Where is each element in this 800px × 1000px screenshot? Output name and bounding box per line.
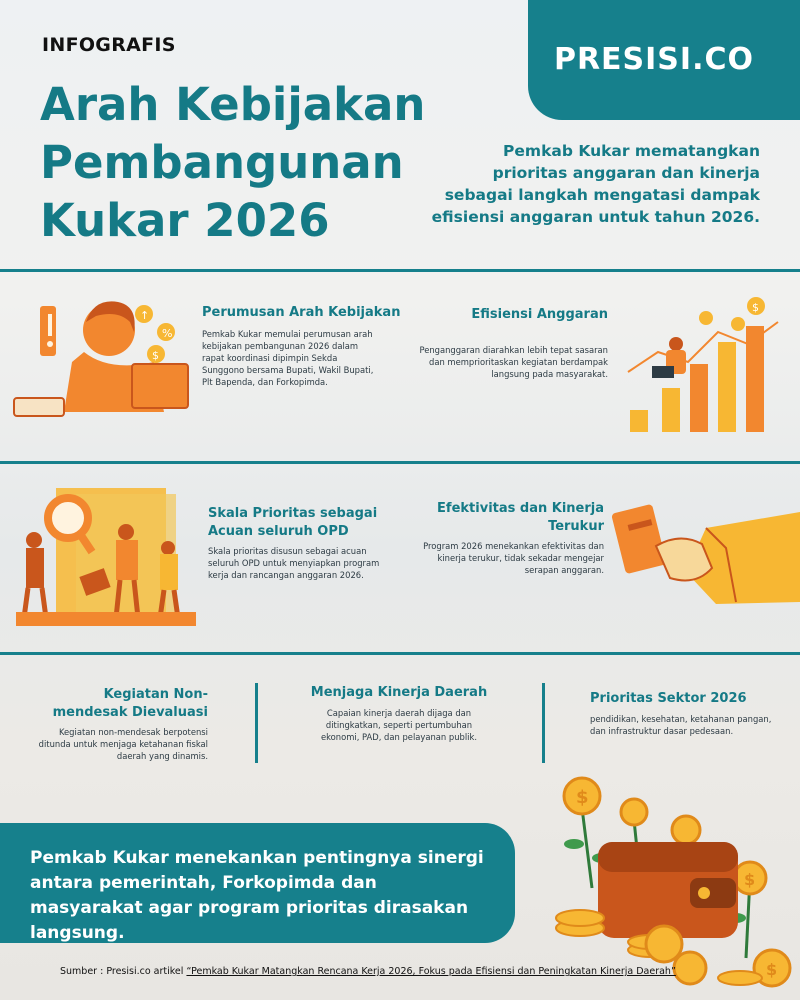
section-heading-non-mendesak: Kegiatan Non-mendesak Dievaluasi [52, 687, 208, 720]
section-heading-skala-prioritas: Skala Prioritas sebagai Acuan seluruh OPD [208, 506, 378, 539]
vertical-divider-1 [255, 683, 258, 763]
section-body-prioritas-sektor: pendidikan, kesehatan, ketahanan pangan, dan infrastruktur dasar pedesaan. [590, 714, 772, 736]
section-body-perumusan: Pemkab Kukar memulai perumusan arah kebijakan pembangunan 2026 dalam rapat koordinasi dipimpin Sekda Sunggono bersama Bupati, Wakil Bupati, Plt Bapenda, dan Forkopimda. [202, 329, 374, 387]
source-article-link[interactable]: “Pemkab Kukar Matangkan Rencana Kerja 2026, Fokus pada Efisiensi dan Peningkatan Kinerja Daerah” [186, 966, 676, 977]
section-body-skala-prioritas: Skala prioritas disusun sebagai acuan seluruh OPD untuk menyiapkan program kerja dan rancangan anggaran 2026. [208, 546, 380, 580]
divider-3 [0, 652, 800, 655]
svg-text:$: $ [752, 301, 759, 314]
svg-text:↑: ↑ [140, 309, 150, 322]
svg-text:%: % [162, 327, 173, 340]
source-prefix: Sumber : Presisi.co artikel [60, 966, 187, 977]
section-body-non-mendesak: Kegiatan non-mendesak berpotensi ditunda untuk menjaga ketahanan fiskal daerah yang dinamis. [38, 727, 208, 761]
svg-text:$: $ [766, 960, 778, 979]
svg-text:$: $ [152, 349, 159, 362]
source-citation [60, 966, 676, 977]
section-heading-perumusan: Perumusan Arah Kebijakan [202, 305, 401, 320]
handshake-document-illustration [616, 492, 800, 617]
section-heading-efektivitas: Efektivitas dan Kinerja Terukur [437, 501, 604, 534]
lead-paragraph: Pemkab Kukar mematangkan prioritas anggaran dan kinerja sebagai langkah mengatasi dampak efisiensi anggaran untuk tahun 2026. [431, 142, 760, 226]
brand-logo-text: PRESISI.CO [553, 42, 754, 77]
section-heading-kinerja-daerah: Menjaga Kinerja Daerah [310, 685, 488, 700]
vertical-divider-2 [542, 683, 545, 763]
section-body-efisiensi: Penganggaran diarahkan lebih tepat sasaran dan memprioritaskan kegiatan berdampak langsung pada masyarakat. [419, 345, 608, 379]
svg-text:$: $ [744, 870, 756, 889]
magnifier-team-illustration [16, 488, 196, 628]
divider-2 [0, 461, 800, 464]
growth-bar-chart-illustration [628, 292, 778, 437]
section-heading-prioritas-sektor: Prioritas Sektor 2026 [590, 691, 747, 706]
page-title: Arah Kebijakan Pembangunan Kukar 2026 [40, 78, 426, 247]
section-body-kinerja-daerah: Capaian kinerja daerah dijaga dan ditingkatkan, seperti pertumbuhan ekonomi, PAD, dan pelayanan publik. [320, 708, 478, 742]
kicker-label: INFOGRAFIS [42, 34, 176, 56]
divider-1 [0, 269, 800, 272]
svg-text:$: $ [576, 787, 589, 808]
person-laptop-illustration [14, 292, 194, 422]
coin-wallet-illustration [540, 768, 800, 990]
section-heading-efisiensi: Efisiensi Anggaran [471, 307, 608, 322]
closing-statement: Pemkab Kukar menekankan pentingnya sinergi antara pemerintah, Forkopimda dan masyarakat agar program prioritas dirasakan langsung. [30, 848, 484, 943]
section-body-efektivitas: Program 2026 menekankan efektivitas dan kinerja terukur, tidak sekadar mengejar serapan anggaran. [423, 541, 604, 575]
